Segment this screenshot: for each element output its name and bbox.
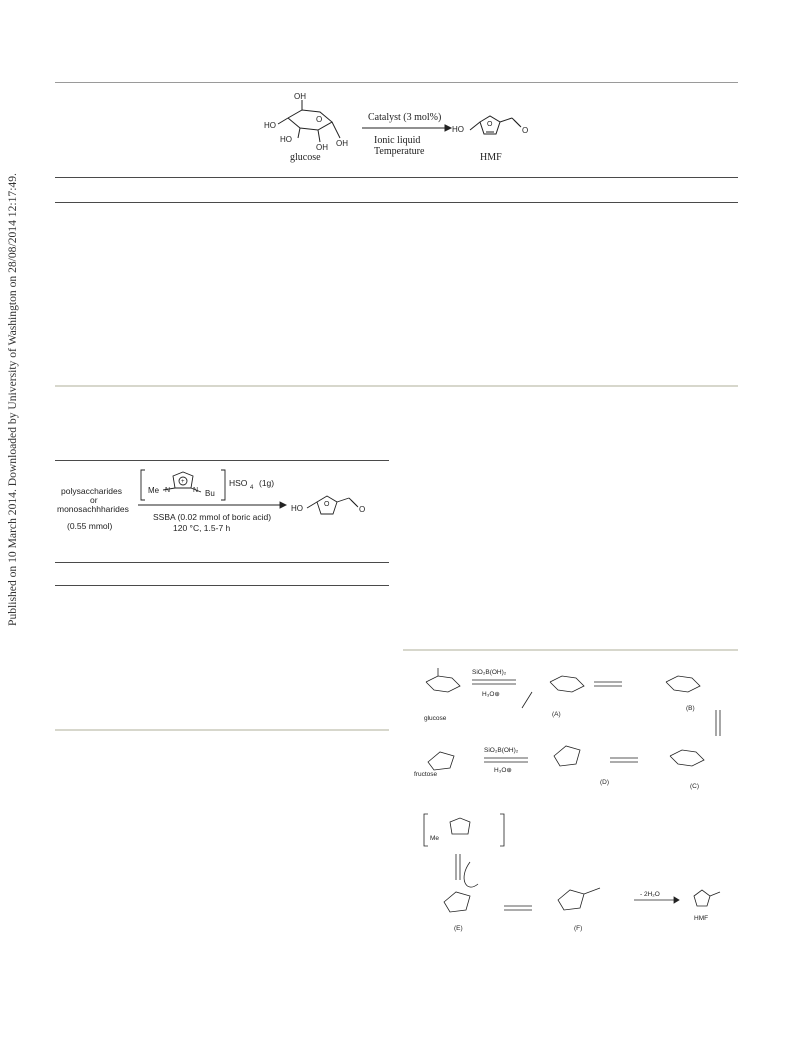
- ho-label-left: HO: [264, 121, 276, 130]
- glucose-to-hmf-scheme: [250, 88, 550, 174]
- il-me: Me: [430, 835, 440, 842]
- label-e: (E): [454, 925, 463, 932]
- aldehyde-oxygen: O: [522, 126, 529, 135]
- solvent-label: Ionic liquid: [374, 135, 421, 146]
- hmf-label: HMF: [480, 152, 502, 163]
- fructose-label: fructose: [414, 771, 438, 778]
- dehydration-label: - 2H₂O: [640, 891, 660, 898]
- label-a: (A): [552, 711, 561, 718]
- oh-label-c2: OH: [316, 143, 328, 152]
- hmf-ho: HO: [452, 125, 464, 134]
- mechanism-scheme: [404, 652, 738, 942]
- substrate-line1: polysaccharides: [61, 486, 122, 496]
- catalyst-label: Catalyst (3 mol%): [368, 112, 442, 123]
- scheme-rule-bottom: [55, 585, 389, 586]
- ho-label-bottom: HO: [280, 135, 292, 144]
- section-divider-1: [55, 385, 738, 387]
- il-plus: +: [181, 479, 185, 485]
- glucose-label: glucose: [290, 152, 321, 163]
- product-aldehyde-o: O: [359, 505, 366, 514]
- reagent-4: H₃O⊕: [494, 767, 512, 774]
- il-n3: N: [193, 487, 199, 494]
- ssba-catalyst: SSBA (0.02 mmol of boric acid): [153, 512, 272, 522]
- glucose-label: glucose: [424, 715, 447, 722]
- label-f: (F): [574, 925, 583, 932]
- substrate-amount: (0.55 mmol): [67, 521, 113, 531]
- il-n1: N: [165, 487, 171, 494]
- reagent-1: SiO₂B(OH)₂: [472, 669, 507, 676]
- section-divider-2: [55, 729, 389, 731]
- scheme-rule-top: [55, 460, 389, 461]
- substrate-line3: monosachhharides: [57, 504, 129, 514]
- hmf-label: HMF: [694, 915, 709, 922]
- furan-oxygen: O: [487, 121, 493, 128]
- top-rule: [55, 82, 738, 83]
- label-d: (D): [600, 779, 610, 786]
- il-methyl: Me: [148, 486, 160, 495]
- label-b: (B): [686, 705, 695, 712]
- substrate-line2: or: [90, 495, 98, 505]
- il-amount: (1g): [259, 478, 275, 488]
- product-ho: HO: [291, 504, 303, 513]
- publication-sidebar: [6, 173, 20, 626]
- oh-label-top: OH: [294, 92, 306, 101]
- reaction-conditions: 120 °C, 1.5-7 h: [173, 523, 231, 533]
- reagent-3: SiO₂B(OH)₂: [484, 747, 519, 754]
- temperature-label: Temperature: [374, 146, 425, 157]
- label-c: (C): [690, 783, 700, 790]
- table-rule-1: [55, 177, 738, 178]
- il-anion-sub: 4: [250, 485, 254, 491]
- section-divider-3: [403, 649, 738, 651]
- oh-label-anomeric: OH: [336, 139, 348, 148]
- published-note: Published on 10 March 2014. Downloaded by University of Washington on 28/08/2014 12:17:49.: [6, 173, 19, 626]
- scheme-rule-mid: [55, 562, 389, 563]
- product-furan-o: O: [324, 501, 330, 508]
- ssba-conversion-scheme: [55, 462, 389, 560]
- il-anion: HSO: [229, 478, 248, 488]
- reagent-2: H₃O⊕: [482, 691, 500, 698]
- ring-oxygen: O: [316, 115, 323, 124]
- table-rule-2: [55, 202, 738, 203]
- il-butyl: Bu: [205, 489, 215, 498]
